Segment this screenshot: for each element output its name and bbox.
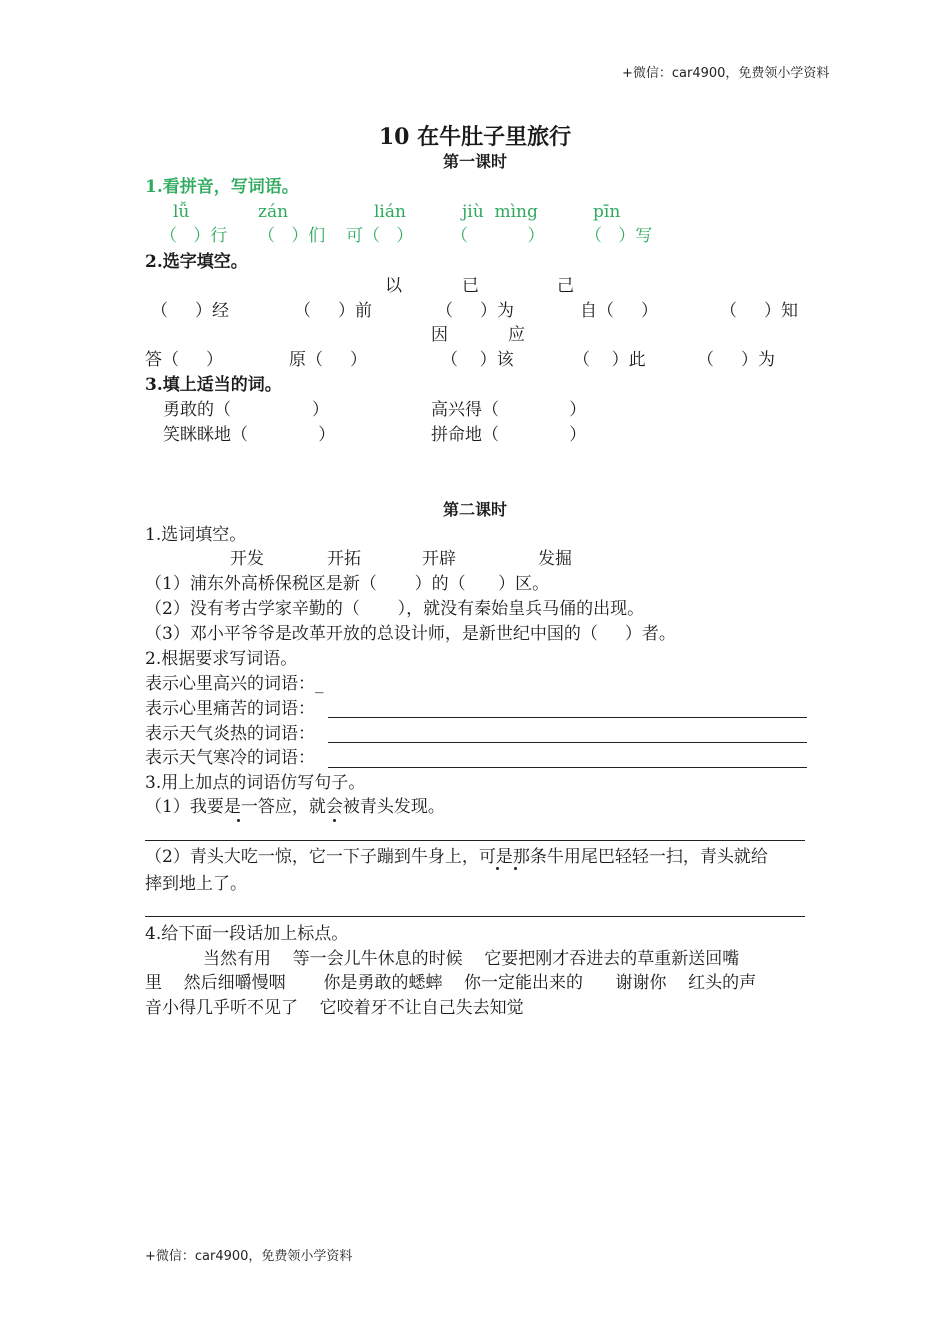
lesson2-q3-title: 3.用上加点的词语仿写句子。 <box>145 773 366 793</box>
emphasis-dot <box>496 867 499 870</box>
answer-blank-lv[interactable]: （ ）行 <box>160 226 228 246</box>
char-option-yin: 因 <box>431 325 448 345</box>
punctuation-text-line2: 里 然后细嚼慢咽 你是勇敢的蟋蟀 你一定能出来的 谢谢你 红头的声 <box>145 973 757 993</box>
fill-word-yonggan[interactable]: 勇敢的（ ） <box>163 400 330 420</box>
punctuation-text-line1: 当然有用 等一会儿牛休息的时候 它要把刚才吞进去的草重新送回嘴 <box>203 949 740 969</box>
fill-item-wei[interactable]: （ ）为 <box>436 301 515 321</box>
answer-line-pain[interactable] <box>328 717 807 718</box>
word-option-fajue: 发掘 <box>538 549 572 569</box>
pinyin-lian: lián <box>374 202 406 222</box>
char-option-yi-already: 已 <box>462 276 479 296</box>
pinyin-zan: zán <box>258 202 289 222</box>
fill-item-zi[interactable]: 自（ ） <box>580 301 659 321</box>
fill-word-gaoxing[interactable]: 高兴得（ ） <box>431 400 587 420</box>
word-prompt-cold: 表示天气寒冷的词语： <box>145 748 315 768</box>
imitate-sentence-2-line1: （2）青头大吃一惊，它一下子蹦到牛身上，可是那条牛用尾巴轻轻一扫，青头就给 <box>145 847 768 867</box>
lesson1-heading: 第一课时 <box>442 152 507 171</box>
pinyin-lv: lǚ <box>173 202 190 222</box>
page-title: 10 在牛肚子里旅行 <box>378 124 572 150</box>
lesson1-q3-title: 3.填上适当的词。 <box>145 375 282 395</box>
fill-item-wei2[interactable]: （ ）为 <box>697 350 776 370</box>
watermark-top: +微信：car4900，免费领小学资料 <box>622 66 830 81</box>
word-option-kaipi: 开辟 <box>422 549 456 569</box>
lesson2-q2-title: 2.根据要求写词语。 <box>145 649 298 669</box>
emphasis-dot <box>237 819 240 822</box>
fill-item-ci[interactable]: （ ）此 <box>573 350 646 370</box>
lesson2-q1-title: 1.选词填空。 <box>145 525 247 545</box>
fill-item-zhi[interactable]: （ ）知 <box>720 301 799 321</box>
fill-word-xiaomimi[interactable]: 笑眯眯地（ ） <box>163 425 336 445</box>
word-option-kaifa: 开发 <box>230 549 264 569</box>
emphasis-dot <box>333 819 336 822</box>
pinyin-jiuming: jiù mìng <box>462 202 538 222</box>
imitate-sentence-2-line2: 摔到地上了。 <box>145 874 247 894</box>
watermark-bottom: +微信：car4900，免费领小学资料 <box>145 1249 353 1264</box>
char-option-ji: 己 <box>557 276 574 296</box>
fill-item-qian[interactable]: （ ）前 <box>294 301 373 321</box>
punctuation-text-line3: 音小得几乎听不见了 它咬着牙不让自己失去知觉 <box>145 998 524 1018</box>
word-prompt-hot: 表示天气炎热的词语： <box>145 724 315 744</box>
answer-line-sentence-2[interactable] <box>145 916 805 917</box>
char-option-ying: 应 <box>508 325 525 345</box>
lesson2-q4-title: 4.给下面一段话加上标点。 <box>145 924 349 944</box>
char-option-yi3: 以 <box>385 276 402 296</box>
lesson1-q1-title: 1.看拼音，写词语。 <box>145 177 299 197</box>
imitate-sentence-1: （1）我要是一答应，就会被青头发现。 <box>145 797 445 817</box>
fill-item-yuan[interactable]: 原（ ） <box>289 350 368 370</box>
word-option-kaituo: 开拓 <box>327 549 361 569</box>
word-prompt-pain: 表示心里痛苦的词语： <box>145 699 315 719</box>
fill-item-da[interactable]: 答（ ） <box>145 350 224 370</box>
emphasis-dot <box>514 867 517 870</box>
lesson2-heading: 第二课时 <box>442 500 507 519</box>
fill-item-jing[interactable]: （ ）经 <box>151 301 230 321</box>
lesson1-q2-title: 2.选字填空。 <box>145 252 248 272</box>
fill-sentence-3[interactable]: （3）邓小平爷爷是改革开放的总设计师，是新世纪中国的（ ）者。 <box>145 624 676 644</box>
answer-blank-pin[interactable]: （ ）写 <box>585 226 653 246</box>
answer-blank-lian[interactable]: 可（ ） <box>346 226 414 246</box>
answer-line-cold[interactable] <box>328 767 807 768</box>
fill-sentence-2[interactable]: （2）没有考古学家辛勤的（ ），就没有秦始皇兵马俑的出现。 <box>145 599 645 619</box>
fill-item-gai[interactable]: （ ）该 <box>441 350 514 370</box>
pinyin-pin: pīn <box>593 202 621 222</box>
word-prompt-happy: 表示心里高兴的词语：_ <box>145 674 324 694</box>
fill-word-pinming[interactable]: 拼命地（ ） <box>431 425 587 445</box>
answer-line-hot[interactable] <box>328 742 807 743</box>
fill-sentence-1[interactable]: （1）浦东外高桥保税区是新（ ）的（ ）区。 <box>145 574 550 594</box>
answer-blank-jiuming[interactable]: （ ） <box>451 226 545 246</box>
answer-line-sentence-1[interactable] <box>145 840 805 841</box>
answer-blank-zan[interactable]: （ ）们 <box>258 226 326 246</box>
